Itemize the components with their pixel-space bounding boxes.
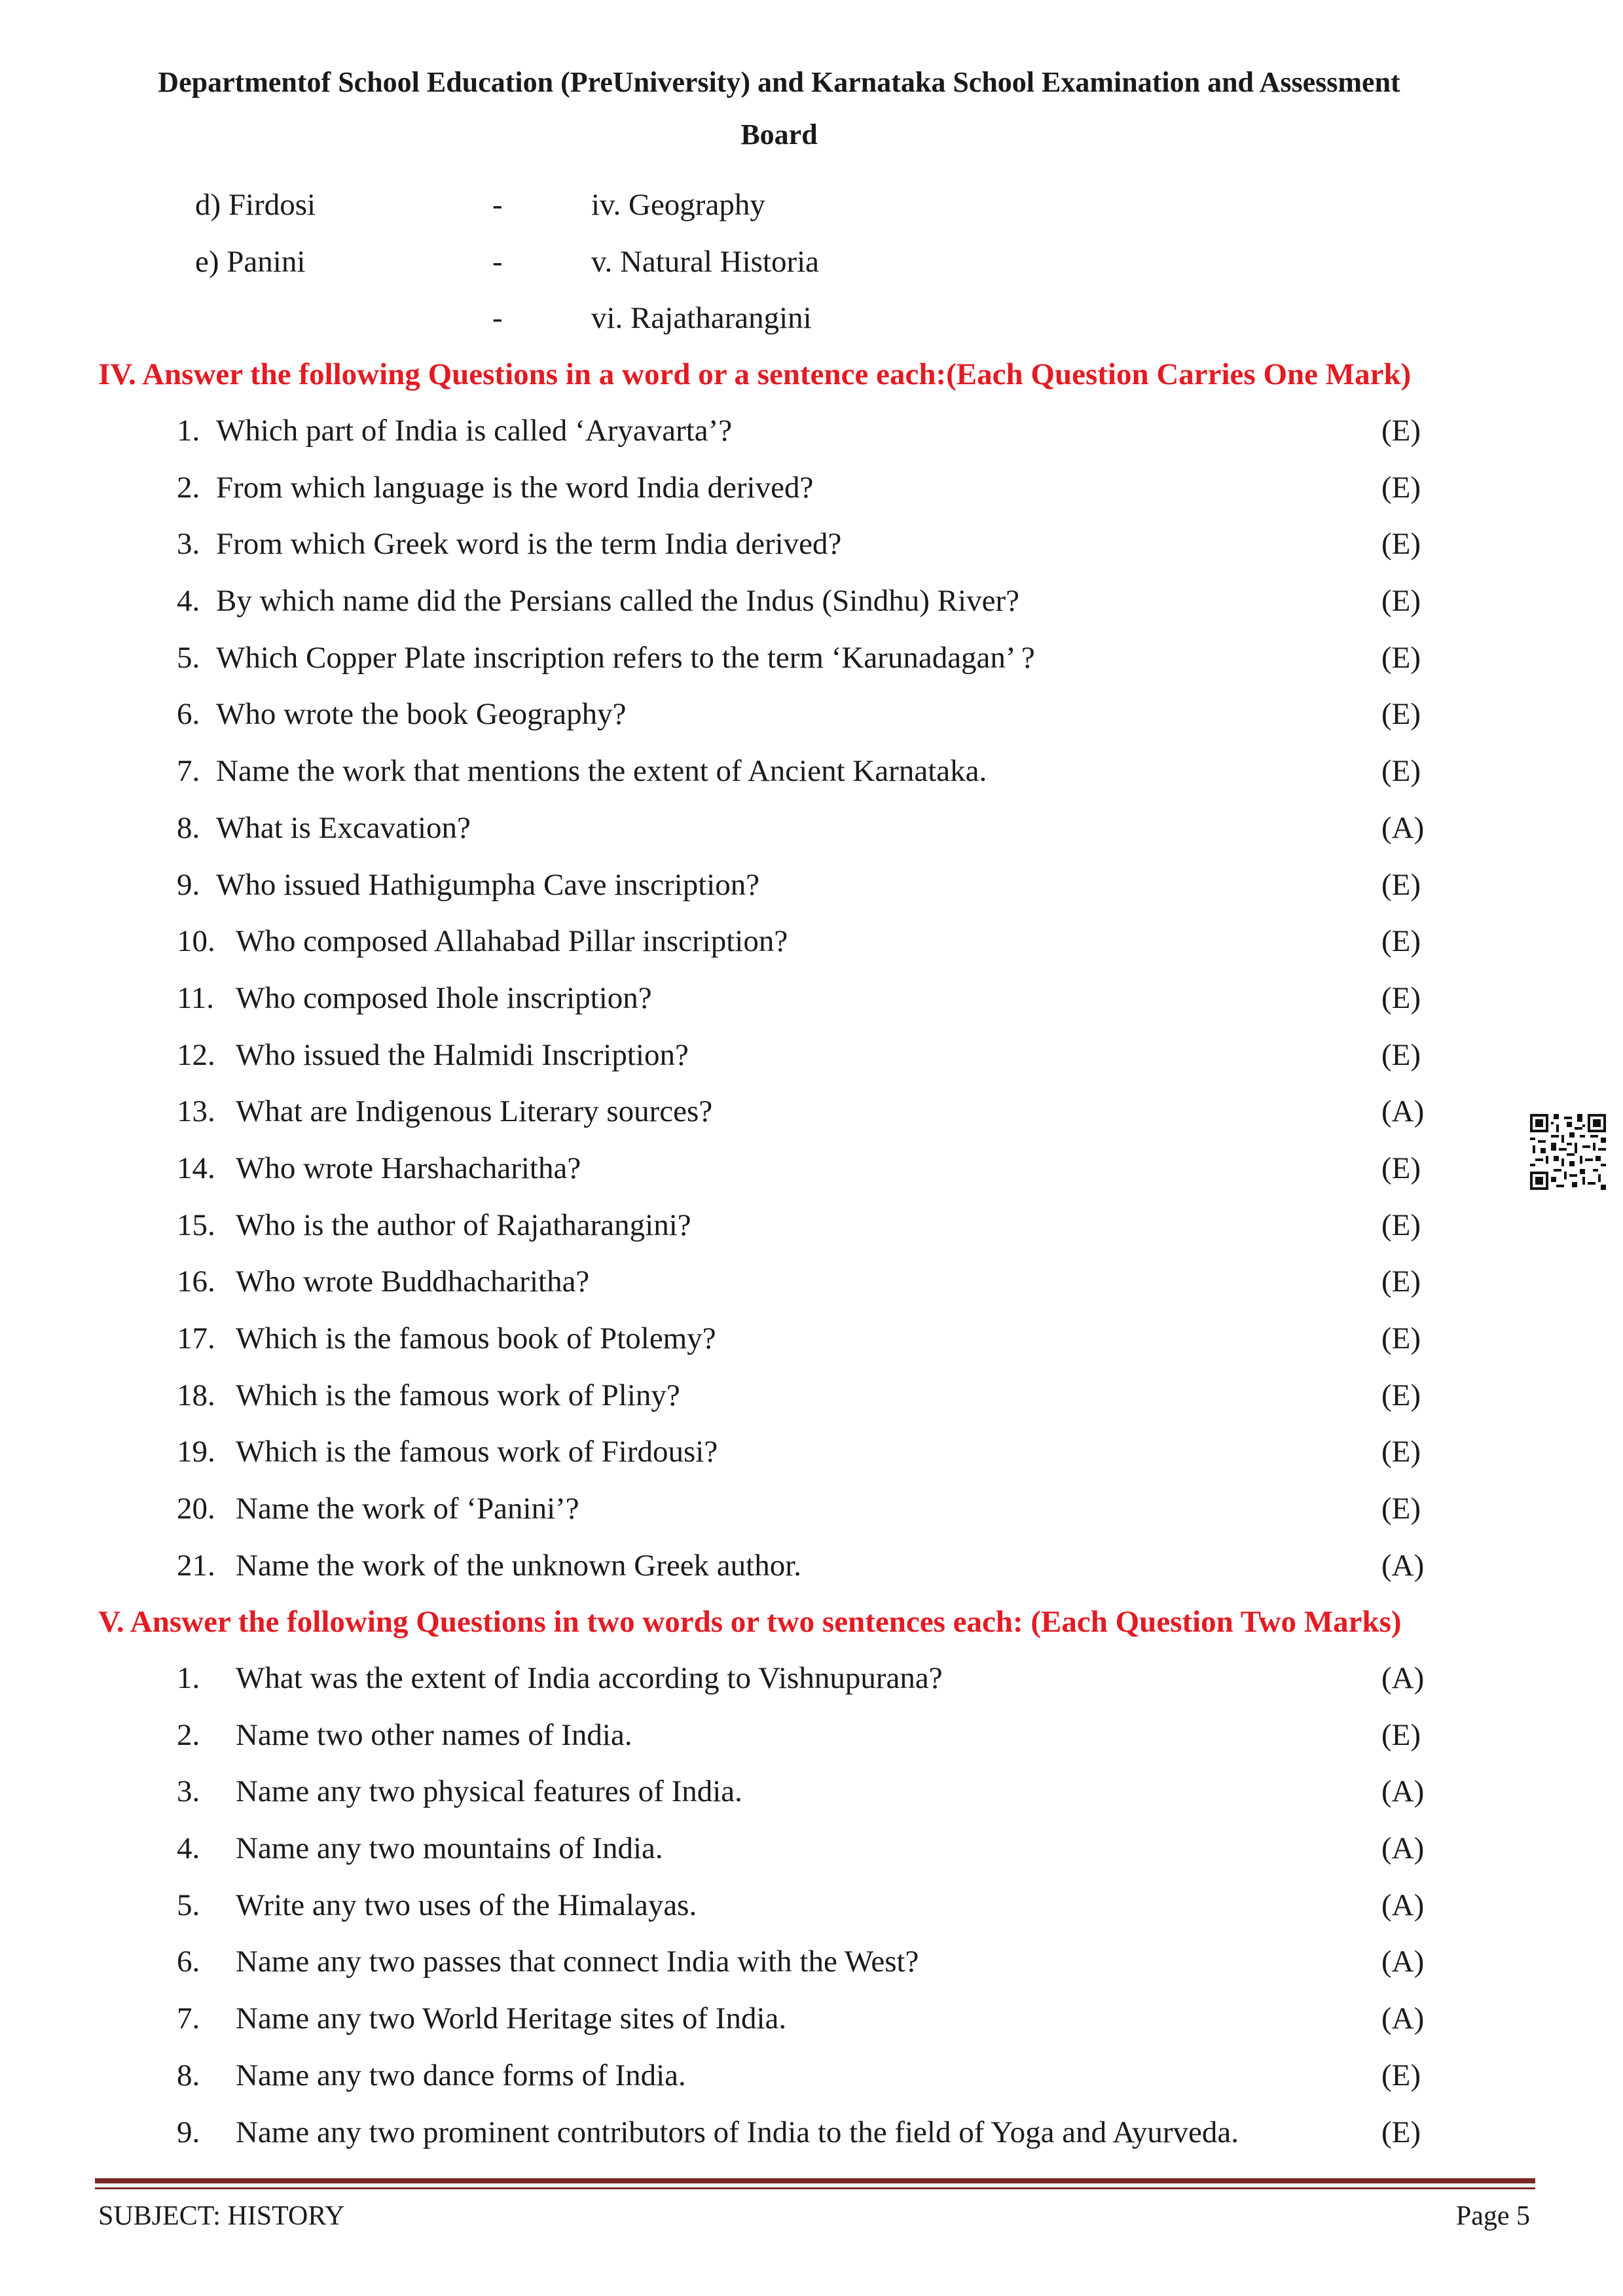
question-number: 17. [177,1321,215,1355]
question-text: Write any two uses of the Himalayas. [236,1888,697,1922]
question-text: Name any two World Heritage sites of India. [236,2001,787,2036]
question-text: Name the work of ‘Panini’? [236,1492,579,1526]
question-number: 5. [177,1888,200,1922]
question-row [0,1310,1623,1367]
question-text: Name any two dance forms of India. [236,2058,686,2092]
question-number: 9. [177,2115,200,2149]
question-number: 13. [177,1094,215,1129]
question-row [0,1820,1623,1877]
question-level: (E) [1381,470,1421,505]
section-v-questions [0,1650,1623,2161]
question-row [0,1763,1623,1820]
question-level: (E) [1381,1435,1421,1469]
question-level: (E) [1381,1037,1421,1072]
question-text: Who wrote Buddhacharitha? [236,1265,590,1299]
question-row [0,516,1623,573]
match-left: d) Firdosi [195,188,316,222]
question-row [0,1480,1623,1537]
question-level: (E) [1381,1265,1421,1299]
question-number: 8. [177,2058,200,2092]
question-level: (E) [1381,1717,1421,1752]
question-level: (E) [1381,980,1421,1015]
question-number: 2. [177,1717,200,1752]
question-number: 12. [177,1037,215,1072]
question-level: (E) [1381,1378,1421,1412]
question-number: 15. [177,1208,215,1242]
question-level: (E) [1381,1151,1421,1185]
question-row [0,970,1623,1027]
match-dash: - [492,244,503,279]
question-row [0,1537,1623,1594]
question-text: Who issued the Halmidi Inscription? [236,1037,689,1072]
question-row [0,686,1623,743]
question-text: Which is the famous book of Ptolemy? [236,1321,716,1355]
question-number: 1. [177,1661,200,1695]
question-level: (E) [1381,1321,1421,1355]
question-row [0,573,1623,630]
question-row [0,2047,1623,2104]
question-level: (A) [1381,810,1425,845]
question-number: 4. [177,584,200,619]
question-level: (A) [1381,1945,1425,1979]
question-text: Name two other names of India. [236,1717,632,1752]
question-row [0,1877,1623,1934]
match-right: iv. Geography [591,188,765,222]
section-iv-questions [0,403,1623,1594]
question-row [0,1083,1623,1140]
question-text: Name the work that mentions the extent of Ancient Karnataka. [216,754,987,789]
question-level: (E) [1381,2115,1421,2149]
question-number: 2. [177,470,200,505]
question-text: From which language is the word India derived? [216,470,814,505]
question-level: (E) [1381,527,1421,562]
question-number: 3. [177,1774,200,1809]
question-level: (E) [1381,697,1421,732]
match-dash: - [492,188,503,222]
question-text: Who is the author of Rajatharangini? [236,1208,691,1242]
question-level: (A) [1381,1831,1425,1866]
question-row [0,403,1623,459]
question-text: Who wrote Harshacharitha? [236,1151,581,1185]
footer-page-number: Page 5 [1455,2201,1530,2231]
question-level: (E) [1381,584,1421,619]
question-text: Name any two passes that connect India with the West? [236,1945,919,1979]
question-text: What is Excavation? [216,810,471,845]
question-row [0,857,1623,914]
question-number: 21. [177,1548,215,1583]
question-level: (A) [1381,1094,1425,1129]
question-level: (A) [1381,1888,1425,1922]
question-row [0,1650,1623,1707]
match-row [0,177,1623,234]
question-number: 11. [177,980,215,1015]
question-text: Which part of India is called ‘Aryavarta’? [216,414,733,448]
question-number: 3. [177,527,200,562]
question-level: (A) [1381,1661,1425,1695]
question-row [0,1140,1623,1197]
question-row [0,913,1623,970]
question-row [0,2104,1623,2161]
match-row [0,290,1623,347]
question-text: Who composed Ihole inscription? [236,980,652,1015]
question-level: (A) [1381,1548,1425,1583]
question-number: 6. [177,1945,200,1979]
question-text: Who wrote the book Geography? [216,697,627,732]
question-number: 4. [177,1831,200,1866]
question-text: Which is the famous work of Firdousi? [236,1435,718,1469]
question-row [0,459,1623,516]
question-level: (A) [1381,1774,1425,1809]
question-level: (E) [1381,924,1421,959]
question-row [0,1990,1623,2047]
question-number: 16. [177,1265,215,1299]
question-row [0,1253,1623,1310]
question-level: (A) [1381,2001,1425,2036]
match-right: vi. Rajatharangini [591,301,812,335]
question-level: (E) [1381,1492,1421,1526]
question-row [0,1424,1623,1480]
question-number: 8. [177,810,200,845]
match-dash: - [492,301,503,335]
question-number: 5. [177,640,200,675]
question-row [0,1707,1623,1764]
question-row [0,800,1623,857]
footer-rule-thin [95,2187,1535,2189]
match-row [0,234,1623,291]
question-row [0,1367,1623,1424]
match-right: v. Natural Historia [591,244,820,279]
question-level: (E) [1381,414,1421,448]
section-v-heading: V. Answer the following Questions in two words or two sentences each: (Each Question Two Marks) [98,1605,1402,1639]
question-text: Name any two prominent contributors of India to the field of Yoga and Ayurveda. [236,2115,1239,2149]
page-header [98,56,1460,161]
question-text: Which is the famous work of Pliny? [236,1378,680,1412]
question-text: Name any two mountains of India. [236,1831,663,1866]
question-text: What was the extent of India according to Vishnupurana? [236,1661,943,1695]
question-row [0,1197,1623,1254]
question-text: Who composed Allahabad Pillar inscription? [236,924,788,959]
header-line-1: Departmentof School Education (PreUniversity) and Karnataka School Examination and Assessment [158,66,1400,98]
question-text: From which Greek word is the term India derived? [216,527,842,562]
question-level: (E) [1381,867,1421,902]
question-row [0,1933,1623,1990]
question-number: 6. [177,697,200,732]
question-number: 20. [177,1492,215,1526]
question-number: 14. [177,1151,215,1185]
question-level: (E) [1381,754,1421,789]
question-text: Which Copper Plate inscription refers to the term ‘Karunadagan’ ? [216,640,1035,675]
question-number: 18. [177,1378,215,1412]
match-table [0,177,1623,347]
question-number: 1. [177,414,200,448]
section-iv-heading: IV. Answer the following Questions in a word or a sentence each:(Each Question Carries One Mark) [98,357,1412,391]
question-level: (E) [1381,640,1421,675]
question-text: Name any two physical features of India. [236,1774,742,1809]
question-text: What are Indigenous Literary sources? [236,1094,713,1129]
header-line-2: Board [740,118,818,151]
question-level: (E) [1381,2058,1421,2092]
question-level: (E) [1381,1208,1421,1242]
footer-rule-thick [95,2178,1535,2183]
question-text: By which name did the Persians called the Indus (Sindhu) River? [216,584,1019,619]
question-number: 7. [177,754,200,789]
question-row [0,1027,1623,1084]
qr-code-icon [1530,1114,1606,1190]
question-text: Name the work of the unknown Greek author. [236,1548,802,1583]
match-left: e) Panini [195,244,306,279]
question-number: 7. [177,2001,200,2036]
question-row [0,743,1623,800]
footer-subject: SUBJECT: HISTORY [98,2201,345,2231]
question-number: 19. [177,1435,215,1469]
question-text: Who issued Hathigumpha Cave inscription? [216,867,760,902]
question-number: 10. [177,924,215,959]
question-row [0,630,1623,687]
question-number: 9. [177,867,200,902]
